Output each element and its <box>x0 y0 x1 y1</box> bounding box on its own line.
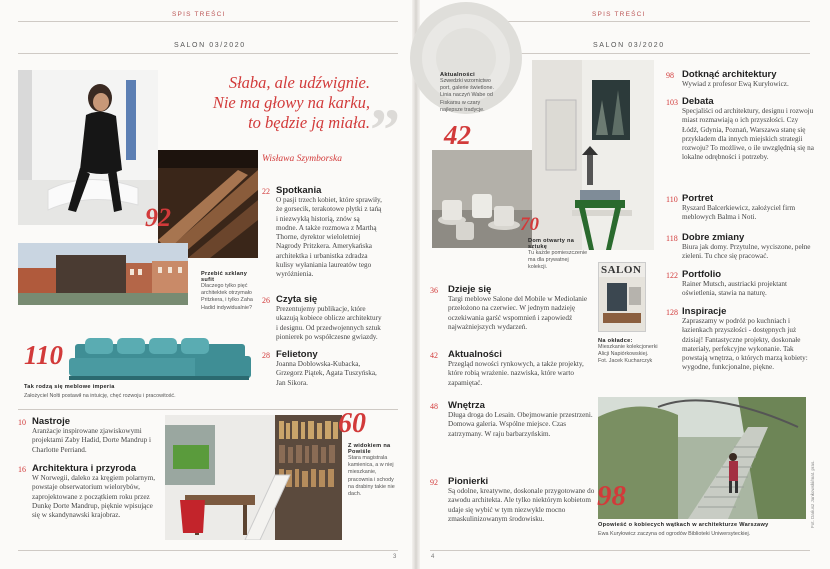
page-number-42-callout: 42 <box>444 120 471 150</box>
quote-line-3: to będzie ją miała. <box>248 113 370 132</box>
toc-entry-number: 110 <box>666 195 678 204</box>
toc-entry-title: Dzieje się <box>448 284 492 295</box>
left-salon-rule <box>18 53 398 54</box>
caption-42-text: Szwedzki wzornictwo port, galerie świetlone. Linia naczyń Wabe od Fiskarsu w czary najlepsze tradycje. <box>440 78 494 113</box>
photo-credit-text: Fot. Dariusz Jankowski/mat. pras. <box>810 460 815 528</box>
caption-110-title: Tak rodzą się meblowe imperia <box>24 384 115 390</box>
left-page-number: 3 <box>393 554 397 560</box>
caption-70-title: Dom otwarty na sztukę <box>528 238 575 250</box>
toc-entry-title: Inspiracje <box>682 306 727 317</box>
toc-entry-10[interactable] <box>18 416 158 455</box>
toc-entry-16[interactable] <box>18 463 158 520</box>
quote-author: Wisława Szymborska <box>262 154 342 164</box>
toc-entry-110[interactable] <box>666 193 816 223</box>
garden-stairs-photo <box>598 397 806 519</box>
toc-entry-text: Specjaliści od architektury, designu i rozwoju miast rozmawiają o ich przyszłości. Czy Łódź, Gdynia, Poznań, Warszawa stanę się przykładem dla innych miejskich strategii rozwoju? To możliwe, o ile uwzględnią się na lokalne odrębności i potrzeby. <box>682 107 814 162</box>
toc-entry-title: Debata <box>682 96 714 107</box>
toc-entry-number: 122 <box>666 271 678 280</box>
toc-entry-title: Portfolio <box>682 269 722 280</box>
caption-92 <box>201 271 253 312</box>
caption-70 <box>528 238 588 272</box>
toc-entry-text: Zapraszamy w podróż po kuchniach i łazienkach przyszłości - dostępnych już dzisiaj! Fantastyczne projekty, doskonałe materiały, perfekcyjne wykonanie. Tak powstają wnętrza, o których marzą kobiety: wygodne, funkcjonalne, piękne. <box>682 317 808 372</box>
toc-entry-number: 128 <box>666 308 678 317</box>
toc-entry-title: Nastroje <box>32 416 71 427</box>
caption-92-text: Dlaczego tylko pięć architektek otrzymało Pritzkera, i tylko Zaha Hadid indywidualnie? <box>201 283 253 311</box>
caption-70-text: Tu każde pomieszczenie ma dla prywatnej kolekcji. <box>528 250 588 271</box>
toc-entry-number: 42 <box>430 351 438 360</box>
building-photo <box>18 243 188 305</box>
toc-entry-118[interactable] <box>666 232 816 262</box>
toc-entry-text: Targi meblowe Salone del Mobile w Mediolanie przełożono na czerwiec. W jednym nadzieję oczekiwania garść wspomnień i zapowiedź najważniejszych wydarzeń. <box>448 295 588 331</box>
toc-entry-title: Portret <box>682 193 714 204</box>
caption-42-title: Aktualności <box>440 72 476 78</box>
toc-entry-number: 10 <box>18 418 26 427</box>
toc-entry-text: Joanna Doblowska-Kubacka, Grzegorz Piątek, Agata Tuszyńska, Jan Sikora. <box>276 360 377 387</box>
toc-entry-text: Rainer Mutsch, austriacki projektant oświetlenia, stawia na naturę. <box>682 280 787 298</box>
toc-entry-text: Wywiad z profesor Ewą Kuryłowicz. <box>682 80 789 88</box>
toc-entry-title: Dobre zmiany <box>682 232 745 243</box>
left-page-header: SPIS TREŚCI <box>172 11 226 18</box>
toc-entry-title: Czyta się <box>276 294 318 305</box>
page-number-110-callout: 110 <box>24 340 64 370</box>
toc-entry-text: O pasji trzech kobiet, które sprawiły, że gorsecik, terakotowe płytki z tańą i niezwykłą historią, znów są modne. A także rozmowa z Marthą Thorne, dyrektor wieloletniej Nagrody Pritzkera. Amerykańska architektka i urbanistka zdradza kulisy wyłaniania laureatów tego wyróżnienia. <box>276 196 382 279</box>
quote-mark-icon: ” <box>370 97 400 163</box>
page-number-92-callout: 92 <box>145 203 171 232</box>
caption-92-title: Przebić szklany sufit <box>201 271 248 283</box>
toc-entry-text: Prezentujemy publikacje, które ukazują kobiece oblicze architektury i designu. Od przedwojennych sztuk pionierek po współczesne gwiazdy. <box>276 305 382 341</box>
photo-credit <box>809 448 817 528</box>
toc-entry-36[interactable] <box>430 284 595 332</box>
toc-entry-number: 26 <box>262 296 270 305</box>
toc-entry-text: Są odolne, kreatywne, doskonale przygotowane do zawodu architekta. Ale tylko niektórym kobietom udaje się wybić w tym niezwykle mocno zmaskulinizowanym środowisku. <box>448 487 595 523</box>
quote-line-2: Nie ma głowy na karku, <box>212 93 370 112</box>
toc-entry-title: Architektura i przyroda <box>32 463 136 474</box>
left-footer-rule <box>18 550 398 551</box>
cover-masthead: SALON <box>601 264 642 276</box>
toc-entry-text: W Norwegii, daleko za kręgiem polarnym, powstaje obserwatorium wielorybów, zaprojektowane z początkiem roku przez Dunkę Dorte Mandrup, pięknie wpisujące się w skandynawski krajobraz. <box>32 474 156 520</box>
right-footer-rule <box>430 550 810 551</box>
mugs-photo <box>432 150 532 248</box>
toc-entry-text: Długa droga do Lesain. Obejmowanie przestrzeni. Domowa galeria. Wspólne miejsce. Czas zatrzymany. W raju barbarzyńskim. <box>448 411 593 438</box>
magazine-cover-thumbnail[interactable] <box>598 262 646 332</box>
toc-entry-28[interactable] <box>262 349 382 388</box>
toc-entry-title: Wnętrza <box>448 400 485 411</box>
page-number-98-callout: 98 <box>597 480 626 512</box>
quote-line-1: Słaba, ale udźwignie. <box>228 73 370 92</box>
toc-entry-title: Pionierki <box>448 476 489 487</box>
toc-entry-22[interactable] <box>262 185 382 280</box>
toc-entry-title: Felietony <box>276 349 318 360</box>
caption-98-text: Ewa Kuryłowicz zaczyna od ogrodów Biblioteki Uniwersyteckiej. <box>598 531 751 537</box>
right-salon-issue: SALON 03/2020 <box>593 42 665 49</box>
toc-entry-48[interactable] <box>430 400 595 439</box>
right-page-number: 4 <box>431 554 435 560</box>
toc-entry-number: 36 <box>430 286 438 295</box>
caption-110-text: Założyciel Nolti postawił na intuicję, chęć rozwoju i pracowitość. <box>24 393 176 399</box>
toc-entry-number: 22 <box>262 187 270 196</box>
toc-entry-number: 98 <box>666 71 674 80</box>
quote-block <box>180 73 370 133</box>
left-header-rule <box>18 21 398 22</box>
toc-entry-text: Aranżacje inspirowane zjawiskowymi projektami Zaby Hadid, Dorte Mandrup i Charlotte Perriand. <box>32 427 151 454</box>
toc-entry-92[interactable] <box>430 476 595 524</box>
toc-entry-title: Dotknąć architektury <box>682 69 777 80</box>
right-page-header: SPIS TREŚCI <box>592 11 646 18</box>
portrait-photo <box>18 70 158 225</box>
stairs-photo <box>158 150 258 258</box>
caption-60-text: Stara magistrala kamienica, a w niej mieszkanie, pracownia i schody na drabiny takie nie dach. <box>348 455 395 498</box>
toc-entry-number: 118 <box>666 234 678 243</box>
caption-60-title: Z widokiem na Powiśle <box>348 443 391 455</box>
caption-42 <box>440 72 502 114</box>
toc-entry-number: 16 <box>18 465 26 474</box>
left-salon-issue: SALON 03/2020 <box>174 42 246 49</box>
toc-entry-number: 48 <box>430 402 438 411</box>
toc-entry-42[interactable] <box>430 349 595 388</box>
toc-entry-text: Biura jak domy. Przytulne, wyciszone, pełne zieleni. Tu chce się pracować. <box>682 243 811 261</box>
toc-entry-number: 28 <box>262 351 270 360</box>
toc-entry-text: Ryszard Balcerkiewicz, założyciel firm meblowych Balma i Noti. <box>682 204 796 222</box>
toc-entry-title: Spotkania <box>276 185 322 196</box>
toc-entry-number: 92 <box>430 478 438 487</box>
cover-caption-title: Na okładce: <box>598 338 633 344</box>
toc-entry-122[interactable] <box>666 269 816 299</box>
caption-60 <box>348 443 400 498</box>
page-number-60-callout: 60 <box>338 408 366 439</box>
toc-entry-number: 103 <box>666 98 678 107</box>
toc-entry-98[interactable] <box>666 69 816 89</box>
toc-entry-128[interactable] <box>666 306 816 373</box>
toc-entry-26[interactable] <box>262 294 382 342</box>
sofa-photo <box>65 328 255 386</box>
page-number-70-callout: 70 <box>520 214 539 235</box>
toc-entry-title: Aktualności <box>448 349 502 360</box>
caption-98-title: Opowieść o kobiecych wątkach w architekturze Warszawy <box>598 522 769 528</box>
toc-entry-text: Przegląd nowości rynkowych, a także projekty, które robią wrażenie. nazwiska, które warto zapamiętać. <box>448 360 584 387</box>
toc-entry-103[interactable] <box>666 96 816 163</box>
cover-caption <box>598 338 658 366</box>
cover-caption-text: Mieszkanie kolekcjonerki Alicji Napiórkowskiej. Fot. Jacek Kucharczyk <box>598 344 658 365</box>
interior-library-photo <box>165 415 342 540</box>
